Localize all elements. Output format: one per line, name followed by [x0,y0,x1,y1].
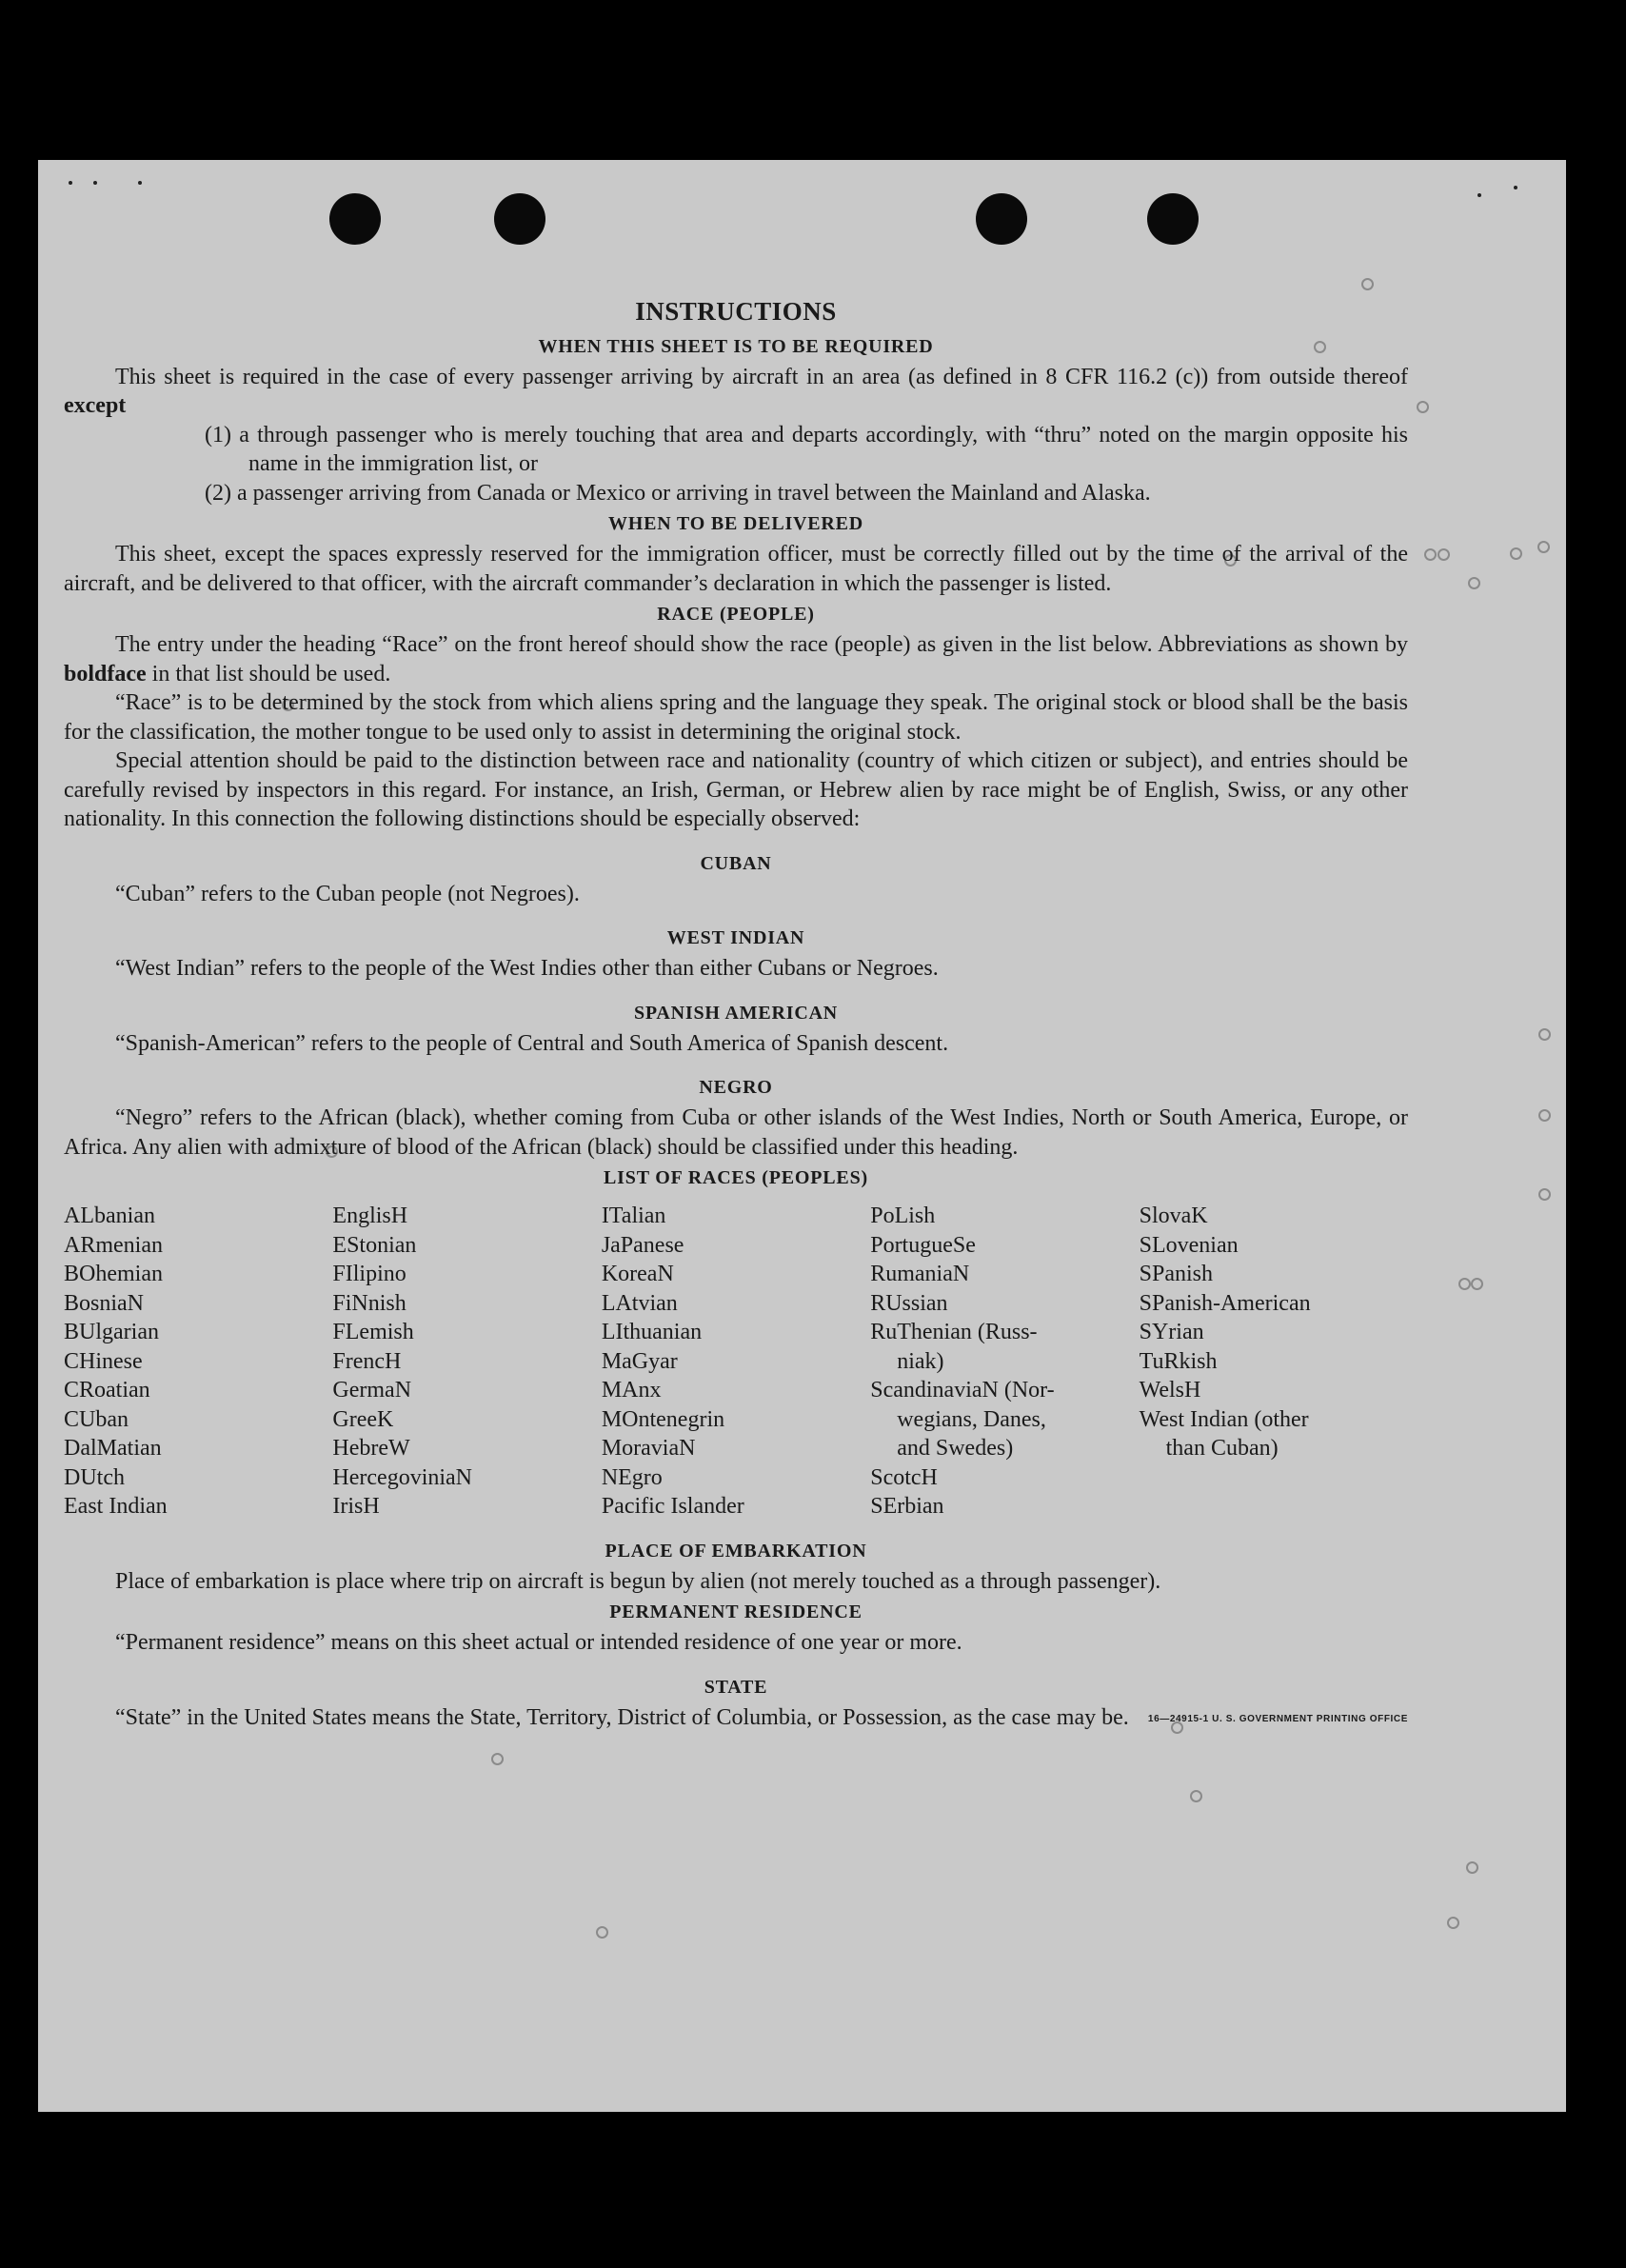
race-entry: PortugueSe [870,1232,976,1258]
required-intro [64,363,1408,421]
race-entry: ScotcH [870,1464,938,1490]
race-entry: RUssian [870,1290,948,1316]
speck [1537,541,1550,553]
races-column [1140,1202,1408,1522]
race-entry: TuRkish [1139,1348,1218,1374]
residence-text: “Permanent residence” means on this sheet actual or intended residence of one year or more. [115,1630,962,1655]
embarkation-text: Place of embarkation is place where trip on aircraft is begun by alien (not merely touched as a through passenger). [115,1568,1161,1594]
race-entry: SLovenian [1139,1232,1239,1258]
race-entry: EStonian [332,1232,417,1258]
races-column [870,1202,1139,1522]
speck [1458,1278,1471,1290]
scan-mark [138,181,142,185]
race-entry: than Cuban) [1165,1436,1279,1461]
race-paragraph-2: “Race” is to be determined by the stock from which aliens spring and the language they speak. The original stock or blood shall be the basis for the classification, the mother tongue to be used only to assist in determining the original stock. [64,690,1408,745]
race-entry: FLemish [332,1320,414,1344]
race-entry: MoraviaN [601,1436,696,1461]
exception-1: (1) a through passenger who is merely touching that area and departs accordingly, with “thru” noted on the margin opposite his name in the immigration list, or [205,422,1408,476]
races-column [602,1202,870,1522]
race-entry: LAtvian [601,1290,678,1316]
section-heading-cuban: CUBAN [700,852,772,874]
section-heading-delivered: WHEN TO BE DELIVERED [607,513,864,534]
race-entry: niak) [897,1348,944,1374]
speck [1510,547,1522,560]
race-entry: IrisH [332,1494,380,1519]
race-entry: PoLish [870,1204,936,1228]
section-heading-residence: PERMANENT RESIDENCE [609,1602,863,1622]
section-heading-list-of-races: LIST OF RACES (PEOPLES) [604,1167,868,1188]
scan-mark [69,181,72,185]
race-entry: West Indian (other [1139,1406,1309,1432]
section-heading-west-indian: WEST INDIAN [666,927,805,948]
race-entry: HercegoviniaN [332,1464,473,1490]
speck [1466,1861,1478,1874]
section-heading-negro: NEGRO [699,1077,773,1098]
speck [1538,1109,1551,1122]
instructions-content [64,297,1408,1732]
spanish-american-text: “Spanish-American” refers to the people of Central and South America of Spanish descent. [115,1030,949,1056]
race-entry: ARmenian [64,1232,163,1258]
race-entry: ScandinaviaN (Nor- [870,1378,1055,1403]
race-entry: CRoatian [64,1378,150,1403]
punch-hole [329,193,381,245]
race-entry: DUtch [64,1464,125,1490]
section-heading-spanish-american: SPANISH AMERICAN [633,1002,839,1024]
delivered-text: This sheet, except the spaces expressly reserved for the immigration officer, must be correctly filled out by the time of the arrival of the aircraft, and be delivered to that officer, with the aircraft commander’s declaration in which the passenger is listed. [64,542,1408,596]
race-entry: BOhemian [64,1262,163,1286]
scan-mark [93,181,97,185]
race-entry: BUlgarian [64,1320,159,1344]
punch-hole [1147,193,1199,245]
race-p1-text: The entry under the heading “Race” on the front hereof should show the race (people) as given in the list below. Abbreviations as shown by [115,632,1408,657]
speck [1447,1917,1459,1929]
section-heading-race: RACE (PEOPLE) [657,604,815,625]
state-block [64,1703,1408,1733]
races-column [64,1202,332,1522]
negro-text: “Negro” refers to the African (black), whether coming from Cuba or other islands of the West Indies, North or South America, Europe, or Africa. Any alien with admixture of blood of the African (black) should be classified under this heading. [64,1105,1408,1160]
race-entry: SYrian [1139,1320,1204,1344]
exception-2: (2) a passenger arriving from Canada or Mexico or arriving in travel between the Mainland and Alaska. [205,480,1151,506]
race-entry: MaGyar [601,1348,678,1374]
scan-mark [1477,193,1481,197]
race-entry: and Swedes) [897,1436,1014,1461]
speck [1468,577,1480,589]
race-entry: ITalian [601,1204,666,1228]
speck [1361,278,1374,290]
printing-office-footer: 16—24915-1 U. S. GOVERNMENT PRINTING OFFICE [1147,1713,1408,1724]
section-heading-embarkation: PLACE OF EMBARKATION [605,1540,867,1562]
state-text: “State” in the United States means the State, Territory, District of Columbia, or Possession, as the case may be. [115,1704,1129,1730]
required-intro-emphasis: except [64,393,127,418]
punch-hole [494,193,545,245]
race-entry: SPanish [1139,1262,1213,1286]
speck [1471,1278,1483,1290]
race-entry: HebreW [332,1436,410,1461]
race-entry: RuThenian (Russ- [870,1320,1038,1344]
west-indian-text: “West Indian” refers to the people of the West Indies other than either Cubans or Negroes. [115,956,939,981]
race-entry: SlovaK [1139,1204,1208,1228]
section-heading-required: WHEN THIS SHEET IS TO BE REQUIRED [538,335,934,357]
race-entry: FrencH [332,1348,402,1374]
race-entry: wegians, Danes, [897,1406,1046,1432]
race-entry: KoreaN [601,1262,674,1286]
race-entry: LIthuanian [601,1320,703,1344]
cuban-text: “Cuban” refers to the Cuban people (not Negroes). [115,881,580,906]
speck [491,1753,504,1765]
race-entry: EnglisH [332,1204,408,1228]
speck [1190,1790,1202,1802]
speck [1538,1188,1551,1201]
race-entry: RumaniaN [870,1262,970,1286]
race-p1-end: in that list should be used. [146,661,391,686]
scan-mark [1514,186,1517,189]
race-p1-bold: boldface [64,661,147,686]
race-entry: DalMatian [64,1436,162,1461]
section-heading-state: STATE [704,1676,768,1698]
speck [1424,548,1437,561]
page-title: INSTRUCTIONS [635,297,837,326]
race-entry: CHinese [64,1348,143,1374]
race-entry: SErbian [870,1494,944,1519]
race-entry: CUban [64,1406,129,1432]
required-intro-text: This sheet is required in the case of every passenger arriving by aircraft in an area (as defined in 8 CFR 116.2 (c)) from outside thereof [115,364,1408,389]
race-entry: ALbanian [64,1204,155,1228]
race-entry: MOntenegrin [601,1406,725,1432]
race-entry: East Indian [64,1494,168,1519]
race-entry: Pacific Islander [601,1494,744,1519]
race-paragraph-3: Special attention should be paid to the distinction between race and nationality (country of which citizen or subject), and entries should be carefully revised by inspectors in this regard. For instance, an Irish, German, or Hebrew alien by race might be of English, Swiss, or any other nationality. In this connection the following distinctions should be especially observed: [64,748,1408,831]
race-entry: FiNnish [332,1290,406,1316]
speck [596,1926,608,1939]
race-entry: WelsH [1139,1378,1201,1403]
punch-hole [976,193,1027,245]
race-entry: GermaN [332,1378,412,1403]
race-entry: JaPanese [601,1232,684,1258]
race-entry: NEgro [601,1464,663,1490]
race-paragraph-1 [64,630,1408,688]
speck [1438,548,1450,561]
race-entry: SPanish-American [1139,1290,1311,1316]
race-entry: MAnx [601,1378,662,1403]
races-column [332,1202,601,1522]
race-entry: BosniaN [64,1290,144,1316]
race-entry: GreeK [332,1406,394,1432]
race-entry: FIlipino [332,1262,406,1286]
races-list [64,1202,1408,1522]
speck [1538,1028,1551,1041]
speck [1417,401,1429,413]
